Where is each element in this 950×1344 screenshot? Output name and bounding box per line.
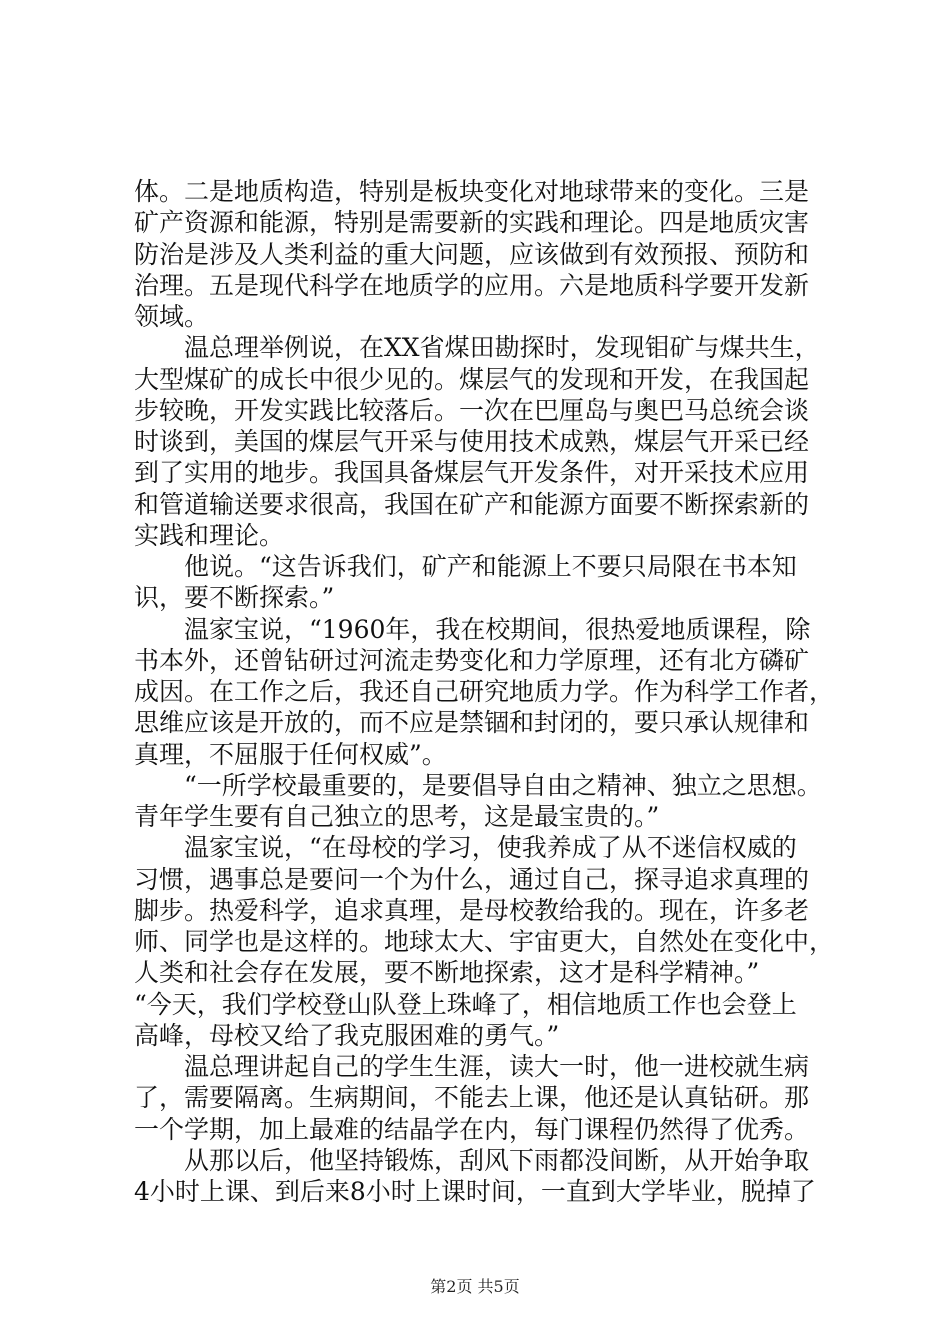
text-line: 到了实用的地步。我国具备煤层气开发条件，对开采技术应用 — [134, 458, 810, 487]
text-line: 书本外，还曾钻研过河流走势变化和力学原理，还有北方磷矿 — [134, 646, 810, 675]
text-line: 人类和社会存在发展，要不断地探索，这才是科学精神。” — [134, 958, 760, 987]
text-line: 治理。五是现代科学在地质学的应用。六是地质科学要开发新 — [134, 271, 810, 300]
text-line: 真理，不屈服于任何权威”。 — [134, 740, 447, 769]
paragraph-first-line: 温家宝说，“在母校的学习，使我养成了从不迷信权威的 — [184, 833, 797, 862]
page-number-footer: 第2页 共5页 — [430, 1277, 520, 1296]
text-line: 识，要不断探索。” — [134, 583, 335, 612]
text-line: 4小时上课、到后来8小时上课时间，一直到大学毕业，脱掉了 — [134, 1177, 816, 1206]
text-line: 体。二是地质构造，特别是板块变化对地球带来的变化。三是 — [134, 177, 810, 206]
paragraph-first-line: 他说。“这告诉我们，矿产和能源上不要只局限在书本知 — [184, 552, 797, 581]
text-line: 高峰，母校又给了我克服困难的勇气。” — [134, 1021, 560, 1050]
text-line: 思维应该是开放的，而不应是禁锢和封闭的，要只承认规律和 — [134, 708, 810, 737]
text-line: 时谈到，美国的煤层气开采与使用技术成熟，煤层气开采已经 — [134, 427, 810, 456]
text-line: 成因。在工作之后，我还自己研究地质力学。作为科学工作者， — [134, 677, 834, 706]
text-line: 和管道输送要求很高，我国在矿产和能源方面要不断探索新的 — [134, 490, 810, 519]
paragraph-first-line: “一所学校最重要的，是要倡导自由之精神、独立之思想。 — [184, 771, 822, 800]
text-line: 步较晚，开发实践比较落后。一次在巴厘岛与奥巴马总统会谈 — [134, 396, 810, 425]
text-line: 矿产资源和能源，特别是需要新的实践和理论。四是地质灾害 — [134, 208, 810, 237]
paragraph-first-line: 温总理举例说，在XX省煤田勘探时，发现钼矿与煤共生， — [184, 333, 820, 362]
text-line: 习惯，遇事总是要问一个为什么，通过自己，探寻追求真理的 — [134, 865, 810, 894]
text-line: 了，需要隔离。生病期间，不能去上课，他还是认真钻研。那 — [134, 1083, 810, 1112]
text-line: 实践和理论。 — [134, 521, 285, 550]
text-line: 脚步。热爱科学，追求真理，是母校教给我的。现在，许多老 — [134, 896, 810, 925]
text-line: 青年学生要有自己独立的思考，这是最宝贵的。” — [134, 802, 660, 831]
paragraph-first-line: 从那以后，他坚持锻炼，刮风下雨都没间断，从开始争取 — [184, 1146, 810, 1175]
paragraph-first-line: 温总理讲起自己的学生生涯，读大一时，他一进校就生病 — [184, 1052, 810, 1081]
text-line: 师、同学也是这样的。地球太大、宇宙更大，自然处在变化中， — [134, 927, 834, 956]
text-line: 一个学期，加上最难的结晶学在内，每门课程仍然得了优秀。 — [134, 1115, 810, 1144]
text-line: “今天，我们学校登山队登上珠峰了，相信地质工作也会登上 — [134, 990, 797, 1019]
paragraph-first-line: 温家宝说，“1960年，我在校期间，很热爱地质课程，除 — [184, 615, 811, 644]
text-line: 大型煤矿的成长中很少见的。煤层气的发现和开发，在我国起 — [134, 365, 810, 394]
text-line: 领域。 — [134, 302, 210, 331]
text-line: 防治是涉及人类利益的重大问题，应该做到有效预报、预防和 — [134, 240, 810, 269]
